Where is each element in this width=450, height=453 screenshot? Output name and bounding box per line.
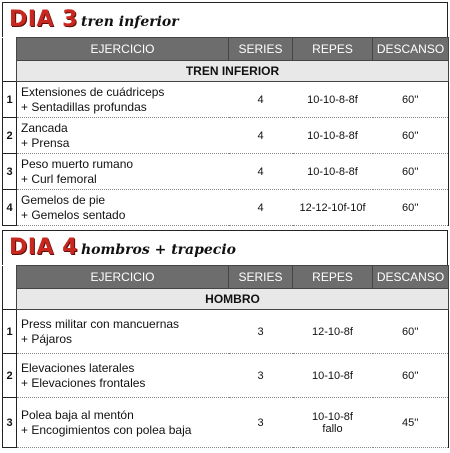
repes-line1: 10-10-8f — [312, 410, 353, 423]
row-number: 1 — [3, 310, 17, 354]
table-row — [3, 190, 449, 226]
repes-cell — [293, 398, 373, 448]
header-repes: REPES — [293, 266, 373, 289]
descanso-cell: 60'' — [373, 354, 449, 398]
descanso-cell: 60'' — [373, 82, 449, 118]
row-number: 2 — [3, 118, 17, 154]
descanso-cell: 60'' — [373, 118, 449, 154]
exercise-cell — [17, 118, 229, 154]
exercise-line1: Zancada — [21, 120, 68, 135]
day4-title-bar — [2, 230, 448, 265]
series-cell: 4 — [229, 190, 293, 226]
row-number: 4 — [3, 190, 17, 226]
table-row — [3, 154, 449, 190]
series-cell: 3 — [229, 398, 293, 448]
table-row — [3, 118, 449, 154]
exercise-line2: + Sentadillas profundas — [21, 99, 147, 114]
descanso-cell: 45'' — [373, 398, 449, 448]
day3-title: DIA 3 — [9, 7, 78, 32]
exercise-line1: Gemelos de pie — [21, 192, 106, 207]
repes-cell: 10-10-8-8f — [293, 82, 373, 118]
header-series: SERIES — [229, 38, 293, 61]
day3-table — [2, 37, 449, 226]
descanso-cell: 60'' — [373, 154, 449, 190]
exercise-line1: Elevaciones laterales — [21, 360, 135, 375]
day4-table — [2, 265, 449, 448]
table-row — [3, 354, 449, 398]
day3-section-row — [3, 61, 449, 82]
table-row — [3, 82, 449, 118]
day3-title-bar — [2, 2, 448, 37]
repes-line2: fallo — [322, 422, 343, 435]
exercise-line1: Extensiones de cuádriceps — [21, 84, 165, 99]
header-series: SERIES — [229, 266, 293, 289]
header-repes: REPES — [293, 38, 373, 61]
header-descanso: DESCANSO — [373, 38, 449, 61]
exercise-line1: Polea baja al mentón — [21, 407, 134, 422]
header-descanso: DESCANSO — [373, 266, 449, 289]
exercise-cell — [17, 354, 229, 398]
day4-subtitle: hombros + trapecio — [81, 242, 236, 258]
table-row — [3, 398, 449, 448]
row-number: 1 — [3, 82, 17, 118]
row-number: 3 — [3, 398, 17, 448]
header-ejercicio: EJERCICIO — [17, 266, 229, 289]
day3-block — [2, 2, 448, 226]
exercise-line2: + Gemelos sentado — [21, 207, 126, 222]
exercise-cell — [17, 190, 229, 226]
exercise-cell — [17, 310, 229, 354]
exercise-line2: + Curl femoral — [21, 171, 97, 186]
table-row — [3, 310, 449, 354]
day4-header-row — [3, 266, 449, 289]
section-title: HOMBRO — [17, 289, 449, 310]
row-number: 2 — [3, 354, 17, 398]
exercise-line2: + Elevaciones frontales — [21, 375, 146, 390]
section-title: TREN INFERIOR — [17, 61, 449, 82]
exercise-cell — [17, 82, 229, 118]
exercise-line2: + Prensa — [21, 135, 70, 150]
exercise-cell — [17, 154, 229, 190]
series-cell: 3 — [229, 310, 293, 354]
exercise-line2: + Pájaros — [21, 331, 73, 346]
repes-cell: 10-10-8-8f — [293, 118, 373, 154]
repes-cell: 12-12-10f-10f — [293, 190, 373, 226]
series-cell: 4 — [229, 154, 293, 190]
series-cell: 3 — [229, 354, 293, 398]
row-number: 3 — [3, 154, 17, 190]
exercise-line1: Peso muerto rumano — [21, 156, 134, 171]
day4-section-row — [3, 289, 449, 310]
repes-cell: 10-10-8f — [293, 354, 373, 398]
header-ejercicio: EJERCICIO — [17, 38, 229, 61]
descanso-cell: 60'' — [373, 310, 449, 354]
day4-block — [2, 230, 448, 448]
series-cell: 4 — [229, 118, 293, 154]
day4-title: DIA 4 — [9, 235, 78, 260]
descanso-cell: 60'' — [373, 190, 449, 226]
day3-subtitle: tren inferior — [81, 14, 179, 30]
exercise-line2: + Encogimientos con polea baja — [21, 422, 192, 437]
exercise-cell — [17, 398, 229, 448]
series-cell: 4 — [229, 82, 293, 118]
repes-cell: 12-10-8f — [293, 310, 373, 354]
day3-header-row — [3, 38, 449, 61]
repes-cell: 10-10-8-8f — [293, 154, 373, 190]
exercise-line1: Press militar con mancuernas — [21, 316, 180, 331]
